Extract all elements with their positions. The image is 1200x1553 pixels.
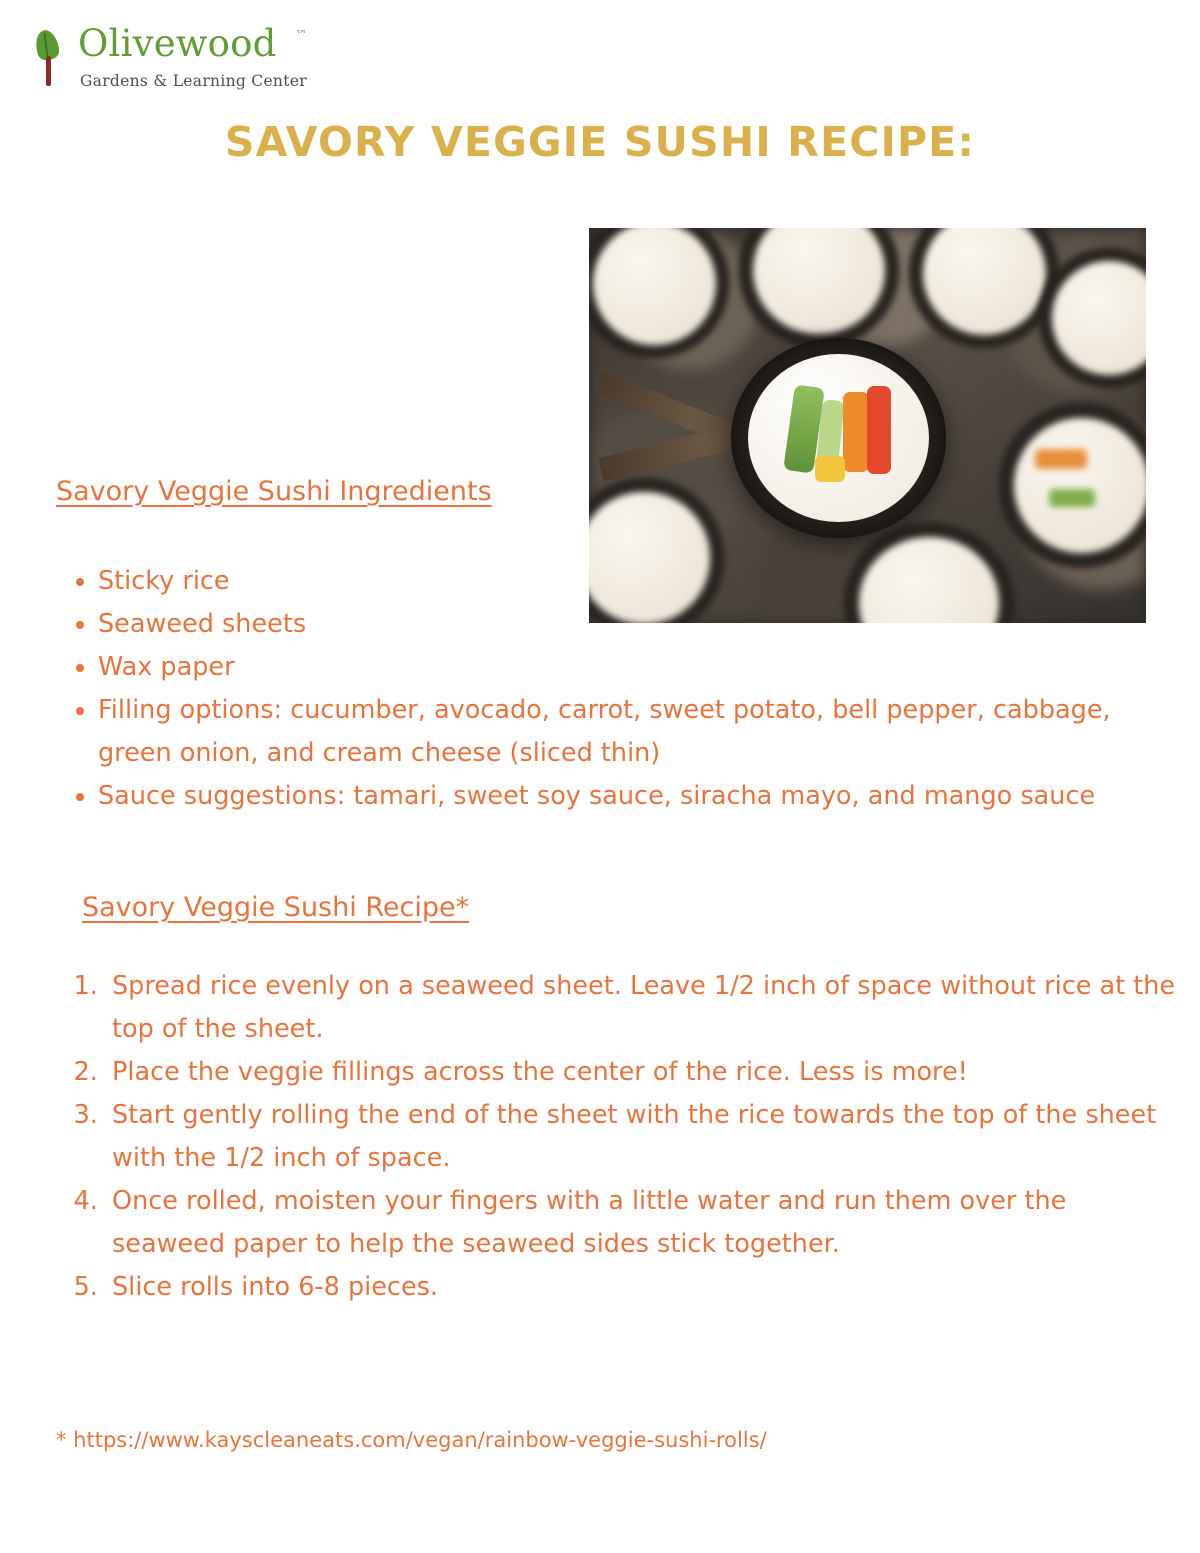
ingredient-text: Sauce suggestions: tamari, sweet soy sauce, siracha mayo, and mango sauce [98, 781, 1096, 811]
hero-sushi-roll [731, 338, 946, 538]
olivewood-logo [34, 22, 354, 100]
trademark-symbol: ™ [296, 28, 307, 41]
list-item [106, 1180, 1181, 1266]
ingredients-heading: Savory Veggie Sushi Ingredients [56, 476, 492, 507]
list-item [98, 603, 1188, 646]
step-text: Place the veggie fillings across the center of the rice. Less is more! [112, 1057, 968, 1087]
list-item [98, 560, 1188, 603]
recipe-steps-list [60, 965, 1181, 1309]
list-item [98, 646, 1188, 689]
logo-wordmark: Olivewood [78, 22, 277, 65]
logo-subtitle: Gardens & Learning Center [80, 72, 307, 90]
ingredient-text: Filling options: cucumber, avocado, carrot, sweet potato, bell pepper, cabbage, green onion, and cream cheese (sliced thin) [98, 695, 1111, 768]
ingredient-text: Seaweed sheets [98, 609, 307, 639]
ingredient-text: Sticky rice [98, 566, 230, 596]
list-item [106, 1266, 1181, 1309]
list-item [98, 689, 1188, 775]
recipe-heading: Savory Veggie Sushi Recipe* [82, 892, 470, 923]
list-item [98, 775, 1188, 818]
step-text: Once rolled, moisten your fingers with a little water and run them over the seaweed paper to help the seaweed sides stick together. [112, 1186, 1067, 1259]
ingredient-text: Wax paper [98, 652, 235, 682]
ingredients-list [60, 560, 1188, 818]
source-footnote[interactable]: * https://www.kayscleaneats.com/vegan/rainbow-veggie-sushi-rolls/ [56, 1428, 767, 1452]
list-item [106, 965, 1181, 1051]
list-item [106, 1051, 1181, 1094]
list-item [106, 1094, 1181, 1180]
step-text: Slice rolls into 6-8 pieces. [112, 1272, 439, 1302]
step-text: Start gently rolling the end of the sheet with the rice towards the top of the sheet with the 1/2 inch of space. [112, 1100, 1157, 1173]
page-title: SAVORY VEGGIE SUSHI RECIPE: [224, 118, 976, 166]
step-text: Spread rice evenly on a seaweed sheet. Leave 1/2 inch of space without rice at the top of the sheet. [112, 971, 1176, 1044]
olive-leaf-icon [34, 30, 68, 88]
